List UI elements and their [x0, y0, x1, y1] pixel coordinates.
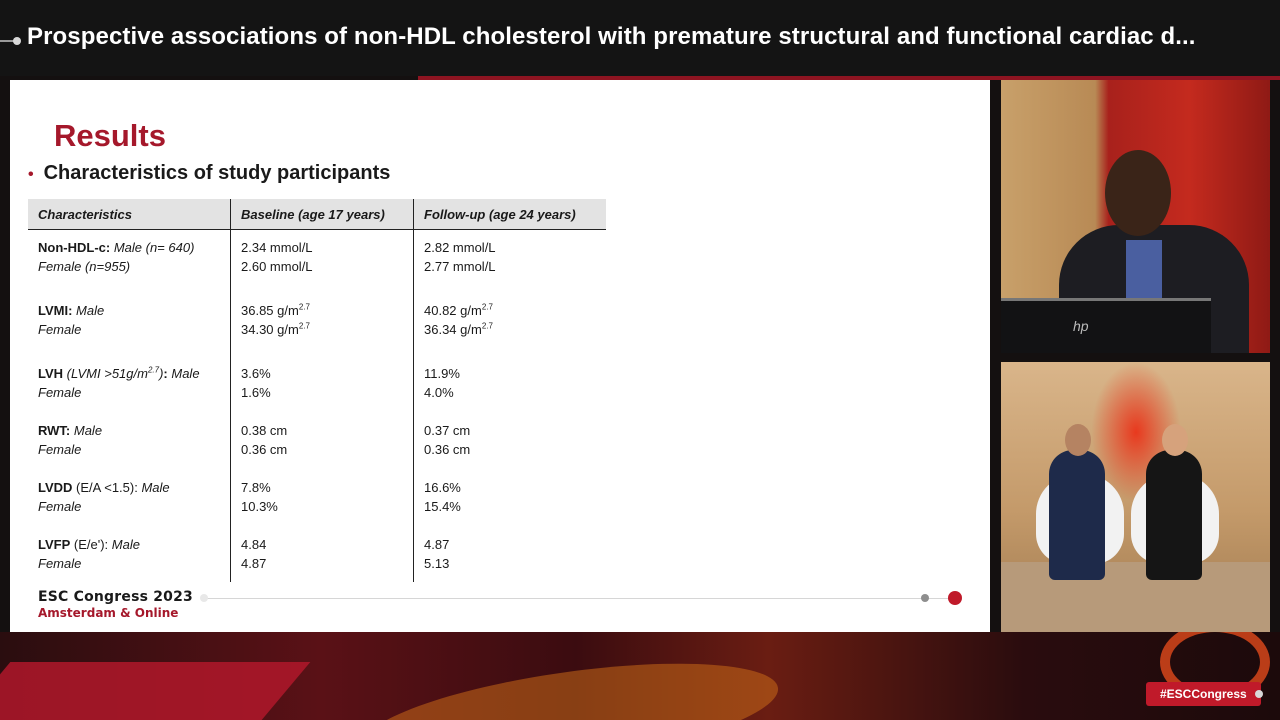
congress-logo-text: ESC Congress 2023: [38, 589, 193, 605]
row-label: LVH (LVMI $>51g/m^{2.7}$): Male Female: [38, 365, 200, 400]
slide-heading: Results: [54, 118, 166, 153]
baseline-cell: 7.8% 10.3%: [231, 468, 414, 525]
col-header-characteristics: Characteristics: [28, 199, 231, 230]
slide-bullet: [28, 162, 390, 185]
panelist-icon: [1049, 450, 1105, 580]
baseline-cell: 36.85 $g/m^{2.7}$ 34.30 $g/m^{2.7}$: [231, 285, 414, 348]
characteristics-table: [28, 199, 606, 582]
table-row: [28, 411, 606, 468]
followup-cell: 16.6% 15.4%: [414, 468, 607, 525]
row-label: LVFP (E/e'): Male Female: [38, 537, 140, 571]
laptop-logo-icon: hp: [1073, 318, 1089, 334]
panelist-head-icon: [1065, 424, 1091, 456]
followup-cell: 40.82 $g/m^{2.7}$ 36.34 $g/m^{2.7}$: [414, 285, 607, 348]
progress-track-icon: [0, 40, 14, 42]
panel-video-feed: [1001, 362, 1270, 632]
row-label: LVDD (E/A <1.5): Male Female: [38, 480, 170, 514]
row-label: LVMI: Male Female: [38, 303, 105, 337]
orange-swoosh-icon: [356, 643, 784, 720]
table-row: [28, 525, 606, 582]
table-row: [28, 348, 606, 411]
background-graphic: [0, 632, 1280, 720]
panelist-head-icon: [1162, 424, 1188, 456]
followup-cell: 2.82 mmol/L 2.77 mmol/L: [414, 230, 607, 286]
table-row: [28, 285, 606, 348]
slide-progress-track: [204, 598, 956, 599]
followup-cell: 11.9% 4.0%: [414, 348, 607, 411]
podium-icon: [1001, 298, 1211, 353]
baseline-cell: 4.84 4.87: [231, 525, 414, 582]
red-swoosh-icon: [0, 662, 310, 720]
speaker-head-icon: [1105, 150, 1171, 236]
followup-cell: 0.37 cm 0.36 cm: [414, 411, 607, 468]
baseline-cell: 2.34 mmol/L 2.60 mmol/L: [231, 230, 414, 286]
progress-dot-icon: [13, 37, 21, 45]
table-header-row: [28, 199, 606, 230]
progress-gray-dot-icon: [921, 594, 929, 602]
session-title: Prospective associations of non-HDL cholesterol with premature structural and functional cardiac d...: [27, 23, 1196, 50]
col-header-followup: Follow-up (age 24 years): [414, 199, 607, 230]
hashtag-badge: #ESCCongress: [1146, 682, 1261, 706]
row-label: RWT: Male Female: [38, 423, 103, 457]
table-row: [28, 468, 606, 525]
panelist-icon: [1146, 450, 1202, 580]
congress-location-text: Amsterdam & Online: [38, 606, 179, 620]
baseline-cell: 0.38 cm 0.36 cm: [231, 411, 414, 468]
bullet-icon: •: [28, 166, 34, 183]
speaker-video-feed: [1001, 80, 1270, 353]
table-row: [28, 230, 606, 286]
bullet-text: Characteristics of study participants: [43, 162, 391, 184]
stage-floor-icon: [1001, 562, 1270, 632]
title-bar: [0, 0, 1280, 76]
col-header-baseline: Baseline (age 17 years): [231, 199, 414, 230]
baseline-cell: 3.6% 1.6%: [231, 348, 414, 411]
row-label: Non-HDL-c: Male (n= 640) Female (n=955): [38, 240, 195, 274]
status-dot-icon: [1255, 690, 1263, 698]
followup-cell: 4.87 5.13: [414, 525, 607, 582]
progress-red-dot-icon: [948, 591, 962, 605]
presentation-slide: [10, 80, 990, 632]
progress-start-dot-icon: [200, 594, 208, 602]
